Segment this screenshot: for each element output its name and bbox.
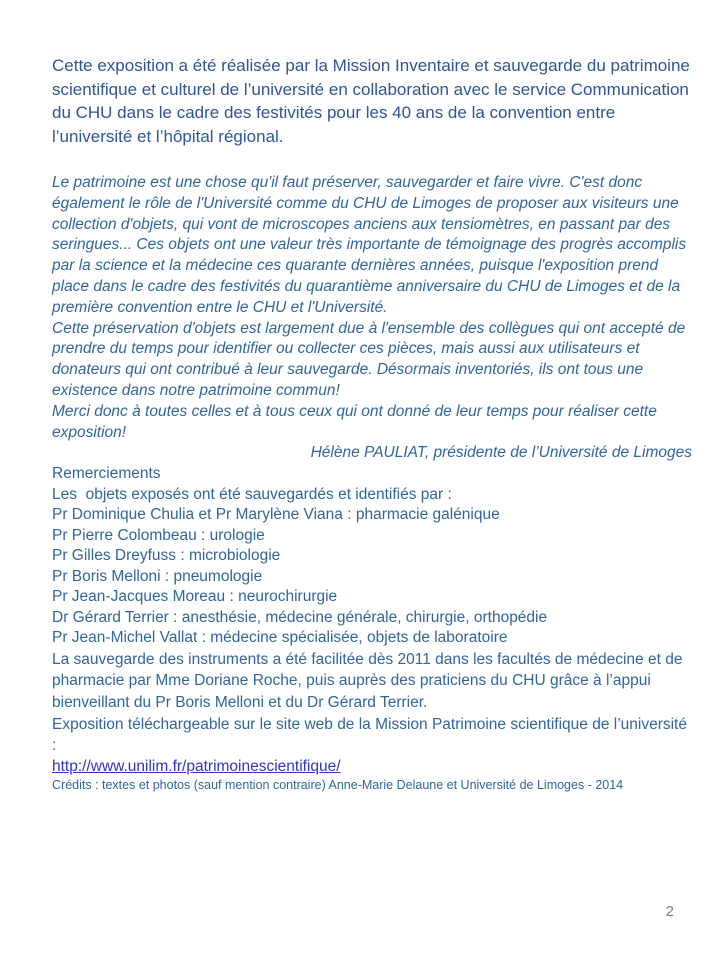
- contributors-intro: Les objets exposés ont été sauvegardés et identifiés par :: [52, 485, 452, 503]
- contributor-item: Pr Boris Melloni : pneumologie: [52, 567, 263, 585]
- page-content: [52, 0, 692, 794]
- acknowledgements-heading: Remerciements: [52, 465, 161, 483]
- contributor-item: Dr Gérard Terrier : anesthésie, médecine générale, chirurgie, orthopédie: [52, 608, 548, 626]
- quote-signature: Hélène PAULIAT, présidente de l’Université de Limoges: [310, 444, 692, 462]
- download-info: Exposition téléchargeable sur le site web de la Mission Patrimoine scientifique de l’université :: [52, 715, 687, 754]
- quote-paragraph-1: Le patrimoine est une chose qu'il faut préserver, sauvegarder et faire vivre. C'est donc également le rôle de l'Université comme du CHU de Limoges de proposer aux visiteurs une collection d'objets, qui vont de microscopes anciens aux tensiomètres, en passant par des seringues... Ces objets ont une valeur très importante de témoignage des progrès accomplis par la science et la médecine ces quarante dernières années, puisque l'exposition prend place dans le cadre des festivités du quarantième anniversaire du CHU de Limoges et de la première convention entre le CHU et l'Université.: [52, 174, 687, 316]
- page-number: 2: [665, 903, 674, 920]
- contributor-item: Pr Pierre Colombeau : urologie: [52, 526, 265, 544]
- credits-line: Crédits : textes et photos (sauf mention contraire) Anne-Marie Delaune et Université de Limoges - 2014: [52, 777, 624, 792]
- quote-paragraph-2: Cette préservation d'objets est largement due à l'ensemble des collègues qui ont accepté de prendre du temps pour identifier ou collecter ces pièces, mais aussi aux utilisateurs et donateurs qui ont contribué à leur sauvegarde. Désormais inventoriés, ils ont tous une existence dans notre patrimoine commun!: [52, 319, 686, 399]
- contributor-item: Pr Jean-Jacques Moreau : neurochirurgie: [52, 588, 338, 606]
- contributor-item: Pr Jean-Michel Vallat : médecine spécialisée, objets de laboratoire: [52, 629, 508, 647]
- contributor-item: Pr Gilles Dreyfuss : microbiologie: [52, 547, 281, 565]
- preservation-note: La sauvegarde des instruments a été facilitée dès 2011 dans les facultés de médecine et de pharmacie par Mme Doriane Roche, puis auprès des praticiens du CHU grâce à l’appui bienveillant du Pr Boris Melloni et du Dr Gérard Terrier.: [52, 650, 683, 712]
- contributor-item: Pr Dominique Chulia et Pr Marylène Viana : pharmacie galénique: [52, 506, 500, 524]
- contributors-list: [52, 505, 692, 649]
- president-quote-block: [52, 173, 692, 464]
- quote-paragraph-3: Merci donc à toutes celles et à tous ceux qui ont donné de leur temps pour réaliser cette exposition!: [52, 402, 657, 441]
- intro-paragraph: Cette exposition a été réalisée par la Mission Inventaire et sauvegarde du patrimoine scientifique et culturel de l’université en collaboration avec le service Communication du CHU dans le cadre des festivités pour les 40 ans de la convention entre l’université et l’hôpital régional.: [52, 56, 690, 146]
- download-link[interactable]: http://www.unilim.fr/patrimoinescientifique/: [52, 757, 341, 775]
